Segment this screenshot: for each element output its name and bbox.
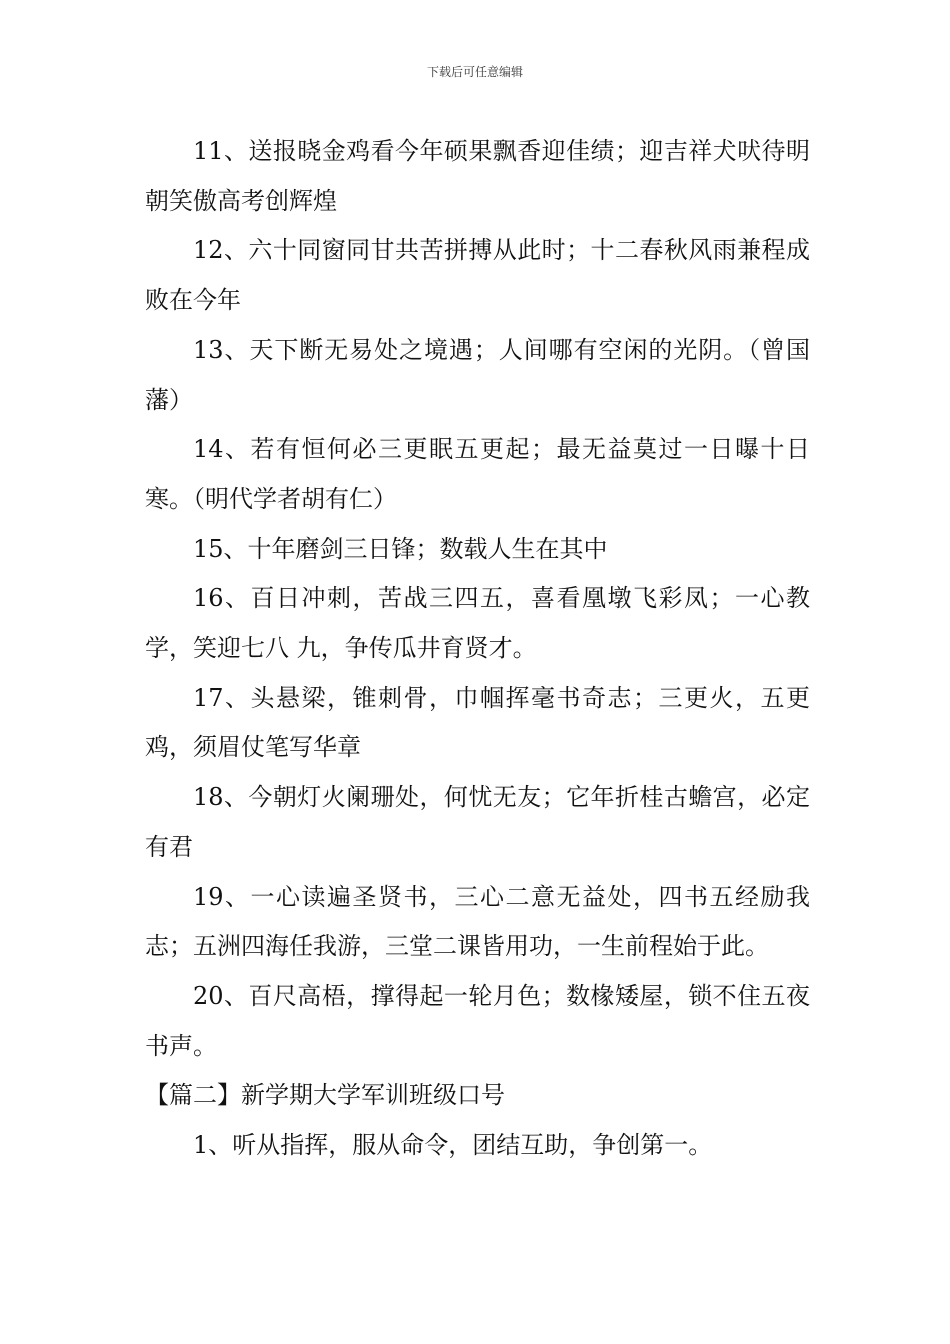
couplet-16: 16、百日冲刺，苦战三四五，喜看凰墩飞彩凤；一心教学，笑迎七八 九，争传瓜井育贤才。 xyxy=(145,584,810,663)
page-header: 下载后可任意编辑 xyxy=(426,65,523,79)
couplet-13: 13、天下断无易处之境遇；人间哪有空闲的光阴。（曾国藩） xyxy=(145,335,810,414)
couplet-19: 19、一心读遍圣贤书，三心二意无益处，四书五经励我志；五洲四海任我游，三堂二课皆用功，一生前程始于此。 xyxy=(145,882,810,961)
couplet-12: 12、六十同窗同甘共苦拼搏从此时；十二春秋风雨兼程成败在今年 xyxy=(145,236,810,315)
document-body xyxy=(145,127,810,1171)
couplet-14: 14、若有恒何必三更眠五更起；最无益莫过一日曝十日寒。（明代学者胡有仁） xyxy=(145,435,810,513)
section-heading: 【篇二】新学期大学军训班级口号 xyxy=(145,1081,505,1110)
slogan-1: 1、听从指挥，服从命令，团结互助，争创第一。 xyxy=(193,1131,713,1160)
couplet-20: 20、百尺高梧，撑得起一轮月色；数椽矮屋，锁不住五夜书声。 xyxy=(145,981,810,1060)
couplet-11: 11、送报晓金鸡看今年硕果飘香迎佳绩；迎吉祥犬吠待明朝笑傲高考创辉煌 xyxy=(145,137,810,215)
couplet-17: 17、头悬梁，锥刺骨，巾帼挥毫书奇志；三更火，五更鸡，须眉仗笔写华章 xyxy=(145,683,810,762)
couplet-18: 18、今朝灯火阑珊处，何忧无友；它年折桂古蟾宫，必定有君 xyxy=(145,783,810,861)
couplet-15: 15、十年磨剑三日锋；数载人生在其中 xyxy=(193,534,608,563)
